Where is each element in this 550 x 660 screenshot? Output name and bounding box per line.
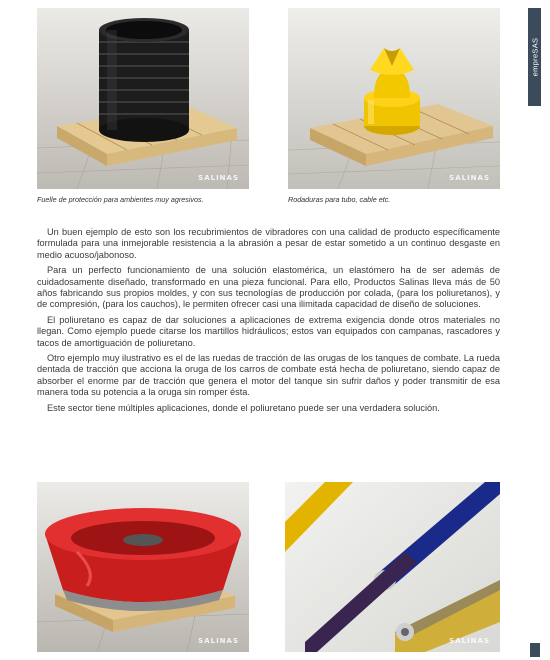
section-side-tab xyxy=(528,8,541,106)
photo-rollers xyxy=(285,482,500,652)
article-body xyxy=(37,227,500,418)
page-marker xyxy=(530,643,540,657)
salinas-watermark: SALINAS xyxy=(449,637,490,645)
side-tab-label: empreSAS xyxy=(530,37,539,77)
paragraph: Otro ejemplo muy ilustrativo es el de las ruedas de tracción de las orugas de los tanques de combate. La rueda dentada de tracción que acciona la oruga de los carros de combate está hecha de poliuretano, siendo capaz de absorber el enorme par de tracción que genera el motor del tanque sin sufrir daños y poder transmitir de esa manera toda su potencia a la oruga sin romper ésta. xyxy=(37,353,500,398)
caption-bellows: Fuelle de protección para ambientes muy agresivos. xyxy=(37,195,204,204)
paragraph: Un buen ejemplo de esto son los recubrimientos de vibradores con una calidad de producto específicamente formulada para una inmejorable resistencia a la abrasión a pesar de estar sometido a un continuo desgaste en medio acuoso/jabonoso. xyxy=(37,227,500,260)
salinas-watermark: SALINAS xyxy=(198,174,239,182)
photo-yellow-roller xyxy=(288,8,500,189)
paragraph: El poliuretano es capaz de dar soluciones a aplicaciones de extrema exigencia donde otros materiales no llegan. Como ejemplo puede citarse los martillos hidráulicos; estos van equipados con campanas, rascadores y tacos de amortiguación de poliuretano. xyxy=(37,314,500,348)
photo-vibrator-bowl xyxy=(37,482,249,652)
caption-yellow-roller: Rodaduras para tubo, cable etc. xyxy=(288,195,391,204)
paragraph: Este sector tiene múltiples aplicaciones, donde el poliuretano puede ser una verdadera solución. xyxy=(47,402,440,413)
photo-bellows xyxy=(37,8,249,189)
paragraph: Para un perfecto funcionamiento de una solución elastomérica, un elastómero ha de ser además de cuidadosamente diseñado, transformado en una pieza funcional. Para ello, Productos Salinas lleva más de 50 años fabricando sus propios moldes, y con sus tecnologías de producción por colada, (para los poliuretanos), y de compresión, (para los cauchos), le permiten ofrecer casi una ilimitada capacidad de diseño de soluciones. xyxy=(37,265,500,310)
salinas-watermark: SALINAS xyxy=(449,174,490,182)
salinas-watermark: SALINAS xyxy=(198,637,239,645)
